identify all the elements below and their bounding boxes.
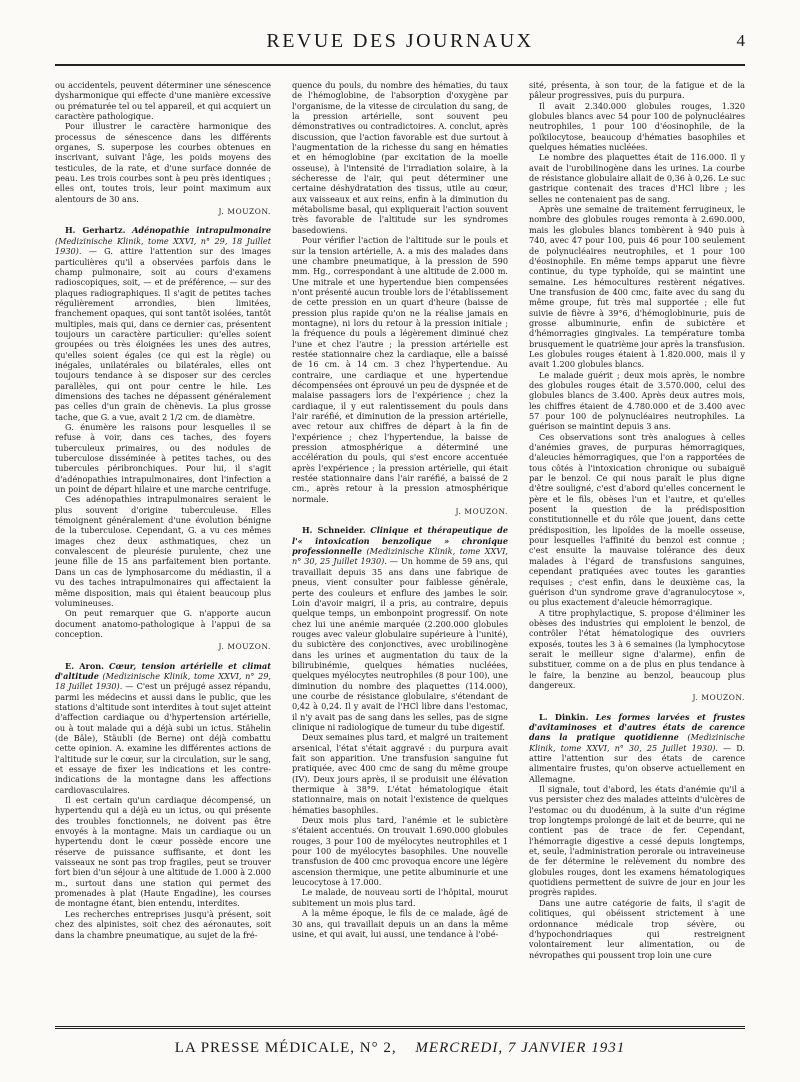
article-title: Clinique et thérapeutique de l'« intoxication benzolique » chronique professionnelle (292, 525, 508, 557)
article-paragraph: On peut remarquer que G. n'apporte aucun document anatomo-pathologique à l'appui de sa conception. (55, 608, 271, 639)
issue-date: MERCREDI, 7 JANVIER 1931 (415, 1040, 626, 1056)
article-paragraph: Le malade, de nouveau sorti de l'hôpital, mourut subitement un mois plus tard. (292, 887, 508, 908)
article (529, 712, 745, 960)
article-paragraph: Il avait 2.340.000 globules rouges, 1.320 globules blancs avec 54 pour 100 de polynucléaires neutrophiles, 1 pour 100 d'éosinophile, de la poïkilocytose, beaucoup d'hématies basophiles et quelques hématies nucléées. (529, 100, 745, 153)
article-paragraph: — Un homme de 59 ans, qui travaillait depuis 35 ans dans une fabrique de pneus, vient consulter pour faiblesse générale, perte des couleurs et enflure des jambes le soir. Loin d'avoir maigri, il a pris, au contraire, depuis quelque temps, un embonpoint progressif. On note chez lui une anémie marquée (2.200.000 globules rouges avec valeur globulaire supérieure à l'unité), du subictère des conjonctives, avec urobilinogène dans les urines et augmentation du taux de la bilirubinémie, quelques hématies nucléées, quelques myélocytes neutrophiles (8 pour 100), une diminution du nombre des plaquettes (114.000), une courbe de résistance globulaire, s'étendant de 0,42 à 0,24. Il y avait de l'HCl libre dans l'estomac, il n'y avait pas de sang dans les selles, pas de signe clinique ni radiologique de tumeur du tube digestif. (292, 556, 508, 732)
article (292, 80, 508, 517)
article-title: Adénopathie intrapulmonaire (132, 225, 271, 236)
article-paragraph: Le malade guérit ; deux mois après, le nombre des globules rouges était de 3.570.000, celui des globules blancs de 3.400. Après deux autres mois, les chiffres étaient de 4.780.000 et de 3.400 avec 57 pour 100 de polynucléaires neutrophiles. La guérison se maintint depuis 3 ans. (529, 369, 745, 432)
article-paragraph: Il est certain qu'un cardiaque décompensé, un hypertendu qui a déjà eu un ictus, ou qui présente des troubles fonctionnels, ne doivent pas être envoyés à la montagne. Mais un cardiaque ou un hypertendu dont le cœur possède encore une réserve de puissance suffisante, et dont les vaisseaux ne sont pas trop fragiles, peut se trouver fort bien d'un séjour à une altitude de 1.000 à 2.000 m., surtout dans une station qui permet des promenades à plat (Haute Engadine), les courses de montagne étant, bien entendu, interdites. (55, 795, 271, 909)
article-source: (Medizinische Klinik, tome XXVI, n° 29, 18 Juillet 1930). (55, 235, 271, 257)
running-footer (55, 1040, 745, 1057)
article-author: E. Aron. (65, 660, 104, 671)
article-heading (55, 225, 271, 422)
article (55, 225, 271, 652)
article (529, 80, 745, 704)
column-1 (55, 80, 271, 1022)
article-paragraph: Après une semaine de traitement ferrugineux, le nombre des globules rouges remonta à 2.690.000, mais les globules blancs tombèrent à 940 puis à 740, avec 47 pour 100, puis 46 pour 100 seulement de polynucléaires neutrophiles, et 1 pour 100 d'éosinophile. En même temps apparut une fièvre continue, du type typhoïde, qui se maintint une semaine. Les hémocultures restèrent négatives. Une transfusion de 400 cmc, faite avec du sang du même groupe, fut très mal supportée ; elle fut suivie de fièvre à 39°6, d'hémoglobinurie, puis de grosse albuminurie, enfin de subictère et d'hémorragies gingivales. La température tomba brusquement le quatrième jour après la transfusion. Les globules rouges étaient à 1.820.000, mais il y avait 1.200 globules blancs. (529, 204, 745, 370)
article-author: L. Dinkin. (539, 711, 589, 722)
article-paragraph: — C'est un préjugé assez répandu, parmi les médecins et aussi dans le public, que les stations d'altitude sont interdites à tout sujet atteint d'affection cardiaque ou d'hypertension artérielle, ou à tout malade qui a déjà subi un ictus. Stähelin (de Bâle), Stäubli (de Berne) ont déjà combattu cette opinion. A. examine les différentes actions de l'altitude sur le cœur, sur la circulation, sur le sang, et essaye de fixer les indications et les contre-indications de la montagne dans les affections cardiovasculaires. (55, 681, 271, 795)
article-paragraph: — G. attire l'attention sur des images particulières qu'il a observées parfois dans le champ pulmonaire, soit au cours d'examens radioscopiques, soit, — et de préférence, — sur des plaques radiographiques. Il s'agit de petites taches régulièrement arrondies, bien limitées, franchement opaques, qui sont tantôt isolées, tantôt multiples, mais qui, dans ce dernier cas, présentent toujours un caractère particulier: qu'elles soient groupées ou très éloignées les unes des autres, qu'elles soient égales (ce qui est la règle) ou inégales, unilatérales ou bilatérales, elles ont toujours tendance à se disposer sur des cercles parallèles, qui ont pour centre le hile. Les dimensions des taches ne dépassent généralement pas celles d'un grain de chènevis. La plus grosse tache, que G. a vue, avait 2 1/2 cm. de diamètre. (55, 246, 271, 422)
article-paragraph: Le nombre des plaquettes était de 116.000. Il y avait de l'urobilinogène dans les urines. La courbe de résistance globulaire allait de 0,36 à 0,26. Le suc gastrique contenait des traces d'HCl libre ; les selles ne contenaient pas de sang. (529, 152, 745, 204)
article-title: Les formes larvées et frustes d'avitaminoses et d'autres états de carence dans la pratique quotidienne (529, 711, 745, 743)
article-paragraph: Deux mois plus tard, l'anémie et le subictère s'étaient accentués. On trouvait 1.690.000 globules rouges, 3 pour 100 de myélocytes neutrophiles et 1 pour 100 de myélocytes basophiles. Une nouvelle transfusion de 400 cmc provoqua encore une légère ascension thermique, une petite albuminurie et une leucocytose à 17.000. (292, 815, 508, 888)
running-header (55, 28, 745, 62)
column-2 (292, 80, 508, 1022)
article-author: H. Gerhartz. (65, 225, 126, 236)
article-paragraph: Pour illustrer le caractère harmonique des processus de sénescence dans les différents organes, S. superpose les courbes obtenues en inscrivant, suivant l'âge, les poids moyens des testicules, de la rate, et d'une surface donnée de peau. Les trois courbes sont à peu près identiques ; elles ont, toutes trois, leur point maximum aux alentours de 30 ans. (55, 121, 271, 204)
article-signature: J. MOUZON. (218, 642, 271, 652)
article-source: (Medizinische Klinik, tome XXVI, n° 30, 25 Juillet 1930). (292, 546, 508, 567)
article-paragraph: Pour vérifier l'action de l'altitude sur le pouls et sur la tension artérielle, A. a mis des malades dans une chambre pneumatique, à la pression de 590 mm. Hg., correspondant à une altitude de 2.000 m. Une mitrale et une hypertendue bien compensées n'ont présenté aucun trouble lors de l'établissement de cette pression en un quart d'heure (baisse de pression plus rapide qu'on ne la réalise jamais en montagne), ni lors du retour à la pression initiale ; la fréquence du pouls a légèrement diminué chez l'une et chez l'autre ; la pression artérielle est restée stationnaire chez la cardiaque, elle a baissé de 16 cm. à 14 cm. 3 chez l'hypertendue. Au contraire, une cardiaque et une hypertendue décompensées ont éprouvé un peu de dyspnée et de malaise passagers lors de l'expérience ; chez la cardiaque, il y eut ralentissement du pouls dans l'air raréfié, et diminution de la pression artérielle, avec retour aux chiffres de départ à la fin de l'expérience ; chez l'hypertendue, la baisse de pression atmosphérique a déterminé une accélération du pouls, qui s'est encore accentuée après l'expérience ; la pression artérielle, qui était restée stationnaire dans l'air raréfié, a baissé de 2 cm., après retour à la pression atmosphérique normale. (292, 235, 508, 504)
article-paragraph: Il signale, tout d'abord, les états d'anémie qu'il a vus persister chez des malades atteints d'ulcères de l'estomac ou du duodénum, à la suite d'un régime trop longtemps prolongé de lait et de beurre, qui ne contient pas de trace de fer. Cependant, l'hémorragie digestive a cessé depuis longtemps, et, seule, l'administration perorale ou intraveineuse de fer détermine le relèvement du nombre des globules rouges, dont les examens hématologiques quotidiens permettent de suivre de jour en jour les progrès rapides. (529, 784, 745, 898)
article-signature: J. MOUZON. (455, 507, 508, 517)
article (292, 525, 508, 939)
journal-section-title: REVUE DES JOURNAUX (266, 30, 534, 52)
article-paragraph: G. énumère les raisons pour lesquelles il se refuse à voir, dans ces taches, des foyers tuberculeux primaires, ou des nodules de tuberculose disséminée à petites taches, ou des tubercules péribronchiques. Pour lui, il s'agit d'adénopathies intrapulmonaires, dont l'infection a un point de départ hilaire et une marche centrifuge. (55, 422, 271, 495)
article-paragraph: A la même époque, le fils de ce malade, âgé de 30 ans, qui travaillait depuis un an dans la même usine, et qui avait, lui aussi, une tendance à l'obé- (292, 908, 508, 939)
article-signature: J. MOUZON. (218, 207, 271, 217)
article-paragraph: sité, présenta, à son tour, de la fatigue et de la pâleur progressives, puis du purpura. (529, 80, 745, 101)
header-rule (55, 64, 745, 66)
article (55, 80, 271, 217)
article-paragraph: ou accidentels, peuvent déterminer une sénescence dysharmonique qui effecte d'une manière excessive ou prématurée tel ou tel appareil, et qui acquiert un caractère pathologique. (55, 80, 271, 122)
column-3 (529, 80, 745, 1022)
footer-rule (55, 1026, 745, 1029)
article-paragraph: Les recherches entreprises jusqu'à présent, soit chez des alpinistes, soit chez des aéronautes, soit dans la chambre pneumatique, au sujet de la fré- (55, 908, 271, 940)
article-paragraph: Dans une autre catégorie de faits, il s'agit de colitiques, qui obéissent strictement à une ordonnance médicale trop sévère, ou d'hypochondriaques qui restreignent volontairement leur alimentation, ou de névropathes qui poussent trop loin une cure (529, 897, 745, 960)
article-paragraph: Deux semaines plus tard, et malgré un traitement arsenical, l'état s'était aggravé : du purpura avait fait son apparition. Une transfusion sanguine fut pratiquée, avec 400 cmc de sang du même groupe (IV). Deux jours après, il se produisit une élévation thermique à 38°9. L'état hématologique était stationnaire, mais on notait l'existence de quelques hématies basophiles. (292, 732, 508, 815)
article-source: (Medizinische Klinik, tome XXVI, n° 29, 18 Juillet 1930). (55, 670, 271, 692)
article-author: H. Schneider. (302, 525, 366, 536)
article-source: (Medizinische Klinik, tome XXVI, n° 30, 25 Juillet 1930). (529, 732, 745, 753)
article-paragraph: Ces observations sont très analogues à celles d'anémies graves, de purpuras hémorragiques, d'aleucies hémorragiques, que l'on a rapportées de tous côtés à l'intoxication chronique ou subaiguë par le benzol. Ce qui nous paraît le plus digne d'être souligné, c'est d'abord qu'elles concernent le père et le fils, obèses l'un et l'autre, et qu'elles posent la question de la prédisposition constitutionnelle et du rôle que jouent, dans cette prédisposition, les lipoïdes de la moelle osseuse, pour lesquelles l'affinité du benzol est connue ; c'est ensuite la mauvaise tolérance des deux malades à l'égard de transfusions sanguines, cependant pratiquées avec toutes les garanties requises ; c'est enfin, dans le deuxième cas, la guérison d'un syndrome grave d'agranulocytose », ou plus exactement d'aleucie hémorragique. (529, 431, 745, 608)
article-paragraph: A titre prophylactique, S. propose d'éliminer les obèses des industries qui emploient le benzol, de contrôler l'état hématologique des ouvriers exposés, toutes les 3 à 6 semaines (la lymphocytose serait le meilleur signe d'alarme), enfin de substituer, comme on a de plus en plus tendance à le faire, la benzine au benzol, beaucoup plus dangereux. (529, 607, 745, 690)
article-signature: J. MOUZON. (692, 693, 745, 703)
article-heading (55, 661, 271, 795)
article-paragraph: Ces adénopathies intrapulmonaires seraient le plus souvent d'origine tuberculeuse. Elles témoignent généralement d'une évolution bénigne de la tuberculose. Cependant, G. a vu ces mêmes images chez deux asthmatiques, chez un convalescent de pleurésie purulente, chez une jeune fille de 15 ans parfaitement bien portante. Dans un cas de lymphosarcome du médiastin, il a vu des taches intrapulmonaires qui affectaient la même disposition, mais qui étaient beaucoup plus volumineuses. (55, 494, 271, 608)
article-columns (55, 80, 745, 1022)
page-number: 4 (736, 31, 745, 50)
article (55, 661, 271, 940)
article-title: Cœur, tension artérielle et climat d'altitude (55, 660, 271, 681)
article-heading (529, 712, 745, 784)
article-paragraph: quence du pouls, du nombre des hématies, du taux de l'hémoglobine, de l'absorption d'oxygène par l'organisme, de la vitesse de circulation du sang, de la pression artérielle, sont souvent peu démonstratives ou contradictoires. A. conclut, après discussion, que l'action favorable est due surtout à l'augmentation de la richesse du sang en hématies et en hémoglobine (par excitation de la moelle osseuse), à l'intensité de l'irradiation solaire, à la sécheresse de l'air, qui peut déterminer une certaine déshydratation des tissus, utile au cœur, aux vaisseaux et aux reins, enfin à la diminution du métabolisme basal, qui expliquerait l'action souvent très favorable de l'altitude sur les syndromes basedowiens. (292, 80, 508, 235)
article-paragraph: — D. attire l'attention sur des états de carence alimentaire frustes, qu'on observe actuellement en Allemagne. (529, 742, 745, 784)
article-heading (292, 525, 508, 732)
publication-name: LA PRESSE MÉDICALE, N° 2, (174, 1040, 397, 1056)
